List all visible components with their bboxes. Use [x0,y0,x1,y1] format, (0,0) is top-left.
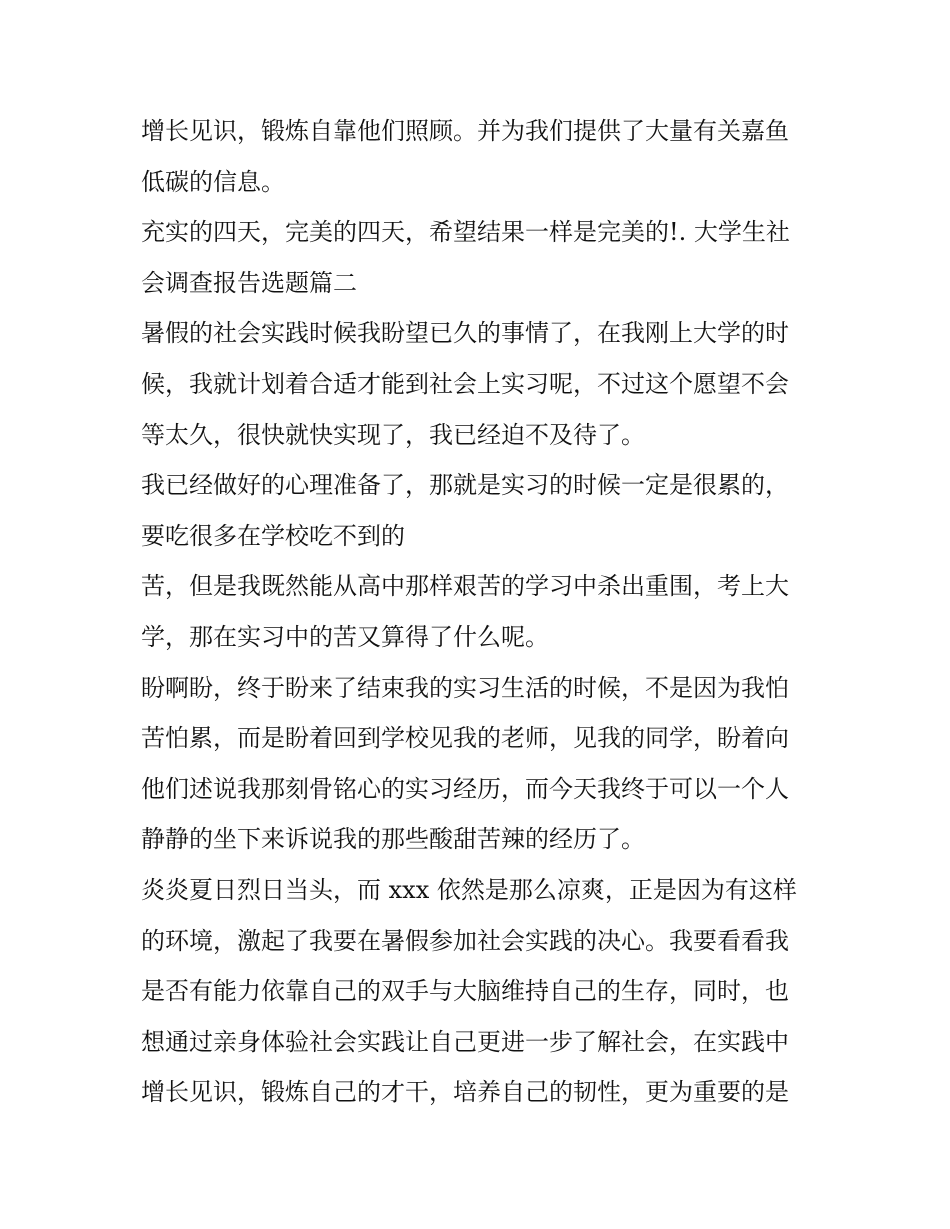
text-line: 他们述说我那刻骨铭心的实习经历，而今天我终于可以一个人 [141,774,789,803]
text-line: 想通过亲身体验社会实践让自己更进一步了解社会，在实践中 [141,1027,789,1056]
text-line: 暑假的社会实践时候我盼望已久的事情了，在我刚上大学的时 [141,319,789,348]
text-line: 会调查报告选题篇二 [141,268,357,297]
text-line: 的环境，激起了我要在暑假参加社会实践的决心。我要看看我 [141,926,789,955]
text-line: 我已经做好的心理准备了，那就是实习的时候一定是很累的， [141,471,789,500]
text-line: 低碳的信息。 [141,167,285,196]
text-line: 要吃很多在学校吃不到的 [141,521,405,550]
text-line: 苦，但是我既然能从高中那样艰苦的学习中杀出重围，考上大 [141,572,789,601]
text-line: 静静的坐下来诉说我的那些酸甜苦辣的经历了。 [141,825,645,854]
text-line: 候，我就计划着合适才能到社会上实习呢，不过这个愿望不会 [141,369,789,398]
text-line: 苦怕累，而是盼着回到学校见我的老师，见我的同学，盼着向 [141,724,789,753]
text-line: 等太久，很快就快实现了，我已经迫不及待了。 [141,420,645,449]
text-line: 增长见识，锻炼自己的才干，培养自己的韧性，更为重要的是 [141,1078,789,1107]
text-line: 增长见识，锻炼自靠他们照顾。并为我们提供了大量有关嘉鱼 [141,117,789,145]
text-line: 是否有能力依靠自己的双手与大脑维持自己的生存，同时，也 [141,977,789,1006]
document-body [141,106,821,1118]
text-line: 炎炎夏日烈日当头，而 xxx 依然是那么凉爽，正是因为有这样 [141,875,797,904]
text-line: 学，那在实习中的苦又算得了什么呢。 [141,622,549,651]
text-line: 盼啊盼，终于盼来了结束我的实习生活的时候，不是因为我怕 [141,673,789,702]
text-line: 充实的四天，完美的四天，希望结果一样是完美的!. 大学生社 [141,218,790,247]
